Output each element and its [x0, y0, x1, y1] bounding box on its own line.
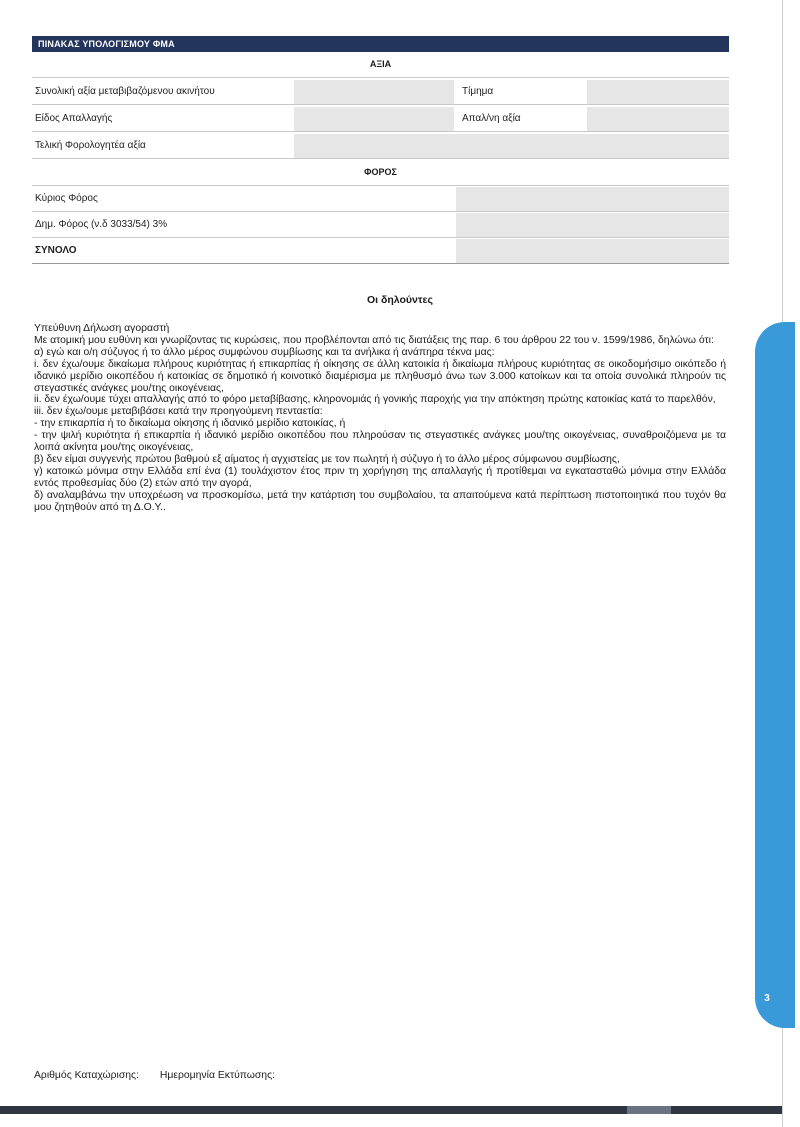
registration-number-label: Αριθμός Καταχώρισης: — [34, 1070, 139, 1081]
total-value-field — [294, 80, 454, 104]
declaration-line: β) δεν είμαι συγγενής πρώτου βαθμού εξ αίματος ή αγχιστείας με τον πωλητή ή σύζυγο ή το άλλο μέρος σύμφωνου συμβίωσης, — [34, 453, 620, 465]
table-row — [32, 80, 729, 105]
table-row — [32, 187, 729, 212]
declaration-line: γ) κατοικώ μόνιμα στην Ελλάδα επί ένα (1) τουλάχιστον έτος πριν τη χορήγηση της απαλλαγής ή προτίθεμαι να εγκατασταθώ μόνιμα στην Ελλάδα εντός προθεσμίας δύο (2) ετών από την αγορά, — [34, 465, 726, 489]
table-row — [32, 213, 729, 238]
table-row — [32, 134, 729, 159]
table-header-title: ΠΙΝΑΚΑΣ ΥΠΟΛΟΓΙΣΜΟΥ ΦΜΑ — [38, 39, 175, 49]
table-row — [32, 239, 729, 264]
main-tax-field — [456, 187, 729, 211]
print-date-label: Ημερομηνία Εκτύπωσης: — [159, 1070, 275, 1081]
table-row — [32, 107, 729, 132]
declaration-text — [34, 323, 726, 514]
total-value-label: Συνολική αξία μεταβιβαζόμενου ακινήτου — [35, 86, 215, 97]
declaration-line: - την επικαρπία ή το δικαίωμα οίκησης ή ιδανικό μερίδιο κατοικίας, ή — [34, 418, 346, 430]
main-tax-label: Κύριος Φόρος — [35, 193, 98, 204]
municipal-tax-field — [456, 213, 729, 237]
tax-section-row — [32, 161, 729, 186]
total-field — [456, 239, 729, 263]
page-footer — [34, 1070, 293, 1081]
declaration-line: δ) αναλαμβάνω την υποχρέωση να προσκομίσω, μετά την κατάρτιση του συμβολαίου, τα απαιτούμενα κατά περίπτωση πιστοποιητικά που τυχόν θα μου ζητηθούν από τη Δ.Ο.Υ.. — [34, 489, 726, 513]
municipal-tax-label: Δημ. Φόρος (ν.δ 3033/54) 3% — [35, 219, 168, 230]
value-section-title: ΑΞΙΑ — [369, 59, 392, 69]
declaration-line: Με ατομική μου ευθύνη και γνωρίζοντας τις κυρώσεις, που προβλέπονται από τις διατάξεις της παρ. 6 του άρθρου 22 του ν. 1599/1986, δηλώνω ότι: — [34, 334, 714, 346]
declaration-line: - την ψιλή κυριότητα ή επικαρπία ή ιδανικό μερίδιο οικοπέδου που πληρούσαν τις στεγαστικές ανάγκες μου/της οικογένειας, συναθροιζόμενα με τα λοιπά ακίνητα μου/της οικογένειας, — [34, 430, 726, 454]
exemption-value-label: Απαλ/νη αξία — [462, 113, 521, 124]
price-field — [587, 80, 729, 104]
declaration-line: iii. δεν έχω/ουμε μεταβιβάσει κατά την προηγούμενη πενταετία: — [34, 406, 323, 418]
bottom-scrollbar-thumb[interactable] — [627, 1106, 671, 1114]
tax-section-title: ΦΟΡΟΣ — [364, 167, 397, 177]
page-number: 3 — [764, 993, 770, 1004]
final-taxable-field — [294, 134, 729, 158]
exemption-type-label: Είδος Απαλλαγής — [35, 113, 113, 124]
exemption-type-field — [294, 107, 454, 131]
value-section-row — [32, 53, 729, 78]
declaration-line: α) εγώ και ο/η σύζυγος ή το άλλο μέρος συμφώνου συμβίωσης και τα ανήλικα ή ανάπηρα τέκνα μας: — [34, 346, 495, 358]
declaration-heading: Υπεύθυνη Δήλωση αγοραστή — [34, 323, 170, 334]
total-label: ΣΥΝΟΛΟ — [35, 245, 77, 256]
final-taxable-label: Τελική Φορολογητέα αξία — [35, 140, 146, 151]
price-label: Τίμημα — [462, 86, 494, 97]
page-side-tab — [755, 322, 795, 1028]
declarants-title: Οι δηλούντες — [367, 294, 433, 306]
declaration-line: i. δεν έχω/ουμε δικαίωμα πλήρους κυριότητας ή επικαρπίας ή οίκησης σε άλλη κατοικία ή δικαίωμα πλήρους κυριότητας σε οικοδομήσιμο οικόπεδο ή ιδανικό μερίδιο οικοπέδου ή κατοικίας σε δημοτικό ή κοινοτικό διαμέρισμα με πληθυσμό άνω των 3.000 κατοίκων και τα οποία συνολικά πληρούν τις στεγαστικές ανάγκες μου/της οικογένειας, — [34, 358, 726, 394]
declaration-line: ii. δεν έχω/ουμε τύχει απαλλαγής από το φόρο μεταβίβασης, κληρονομιάς ή γονικής παροχής για την απόκτηση πρώτης κατοικίας κατά το παρελθόν, — [34, 394, 716, 406]
exemption-value-field — [587, 107, 729, 131]
